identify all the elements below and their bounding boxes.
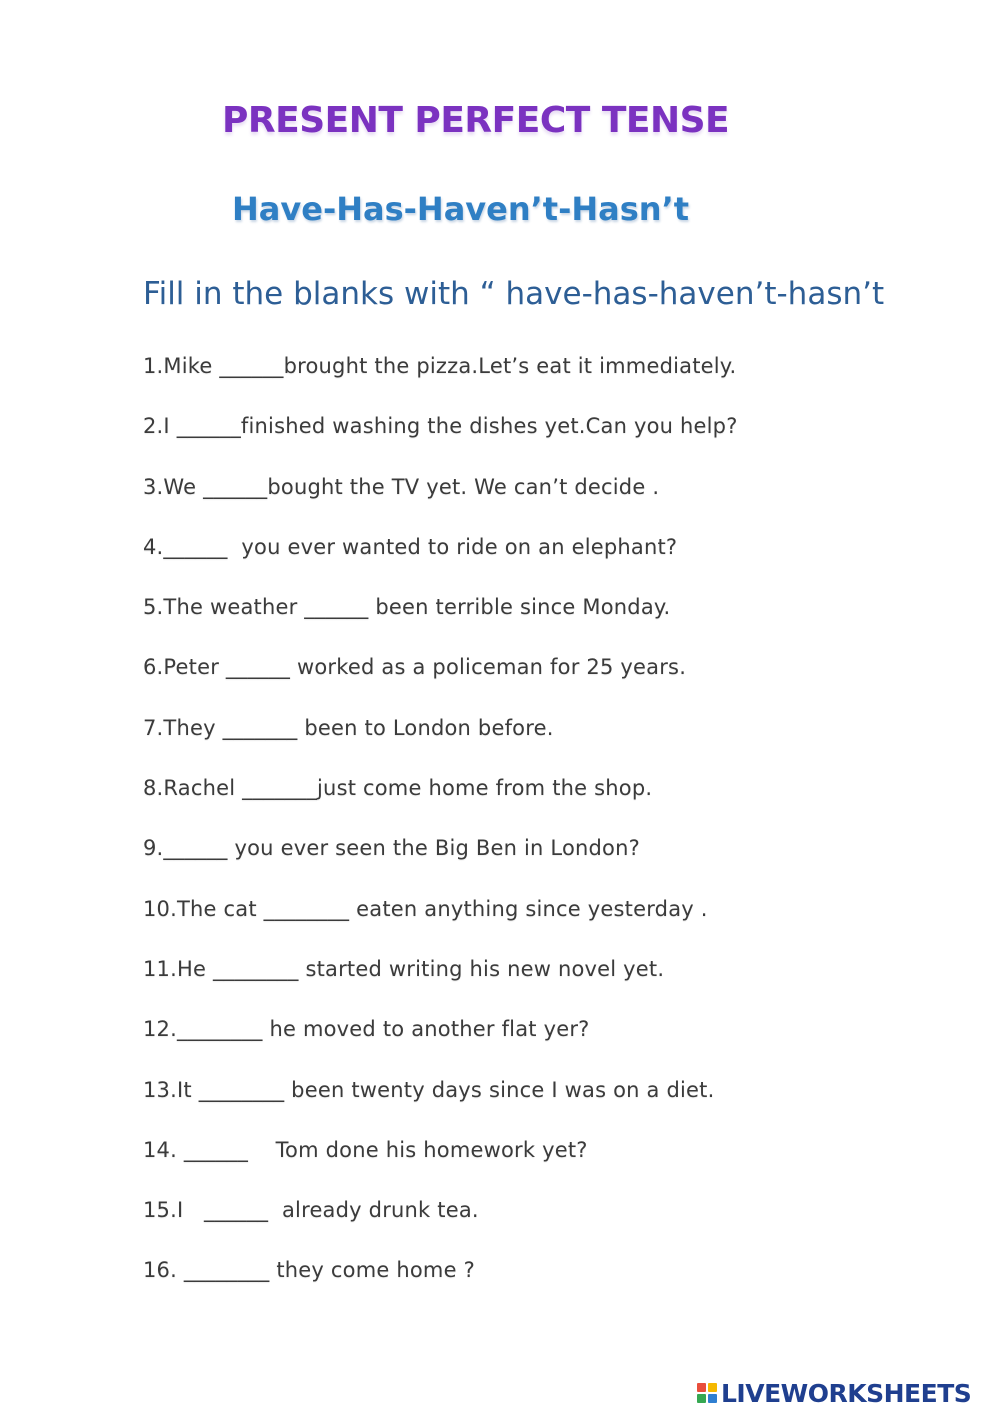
- worksheet-subtitle: Have-Has-Haven’t-Hasn’t: [232, 190, 690, 228]
- question-item[interactable]: 16. ________ they come home ?: [143, 1258, 475, 1283]
- instruction-text: Fill in the blanks with “ have-has-haven’t-hasn’t: [143, 276, 885, 312]
- question-item[interactable]: 5.The weather ______ been terrible since Monday.: [143, 595, 671, 620]
- question-item[interactable]: 15.I ______ already drunk tea.: [143, 1198, 479, 1223]
- logo-block: [708, 1394, 717, 1403]
- logo-block: [697, 1394, 706, 1403]
- logo-block: [697, 1383, 706, 1392]
- question-item[interactable]: 12.________ he moved to another flat yer?: [143, 1017, 590, 1042]
- question-item[interactable]: 10.The cat ________ eaten anything since yesterday .: [143, 896, 708, 921]
- question-item[interactable]: 14. ______ Tom done his homework yet?: [143, 1137, 588, 1162]
- question-item[interactable]: 3.We ______bought the TV yet. We can’t decide .: [143, 474, 660, 499]
- question-item[interactable]: 4.______ you ever wanted to ride on an elephant?: [143, 534, 678, 559]
- worksheet-title: PRESENT PERFECT TENSE: [222, 100, 730, 141]
- logo-block: [708, 1383, 717, 1392]
- logo-text: LIVEWORKSHEETS: [721, 1378, 972, 1408]
- question-item[interactable]: 1.Mike ______brought the pizza.Let’s eat it immediately.: [143, 354, 737, 378]
- logo-blocks-icon: [697, 1383, 717, 1403]
- question-item[interactable]: 11.He ________ started writing his new novel yet.: [143, 956, 665, 981]
- question-item[interactable]: 13.It ________ been twenty days since I was on a diet.: [143, 1077, 715, 1102]
- question-item[interactable]: 8.Rachel _______just come home from the shop.: [143, 776, 653, 801]
- question-item[interactable]: 2.I ______finished washing the dishes yet.Can you help?: [143, 414, 738, 439]
- question-item[interactable]: 9.______ you ever seen the Big Ben in London?: [143, 836, 640, 861]
- question-list: [143, 352, 738, 1317]
- question-item[interactable]: 7.They _______ been to London before.: [143, 715, 554, 740]
- question-item[interactable]: 6.Peter ______ worked as a policeman for 25 years.: [143, 655, 687, 680]
- liveworksheets-logo: [697, 1378, 971, 1408]
